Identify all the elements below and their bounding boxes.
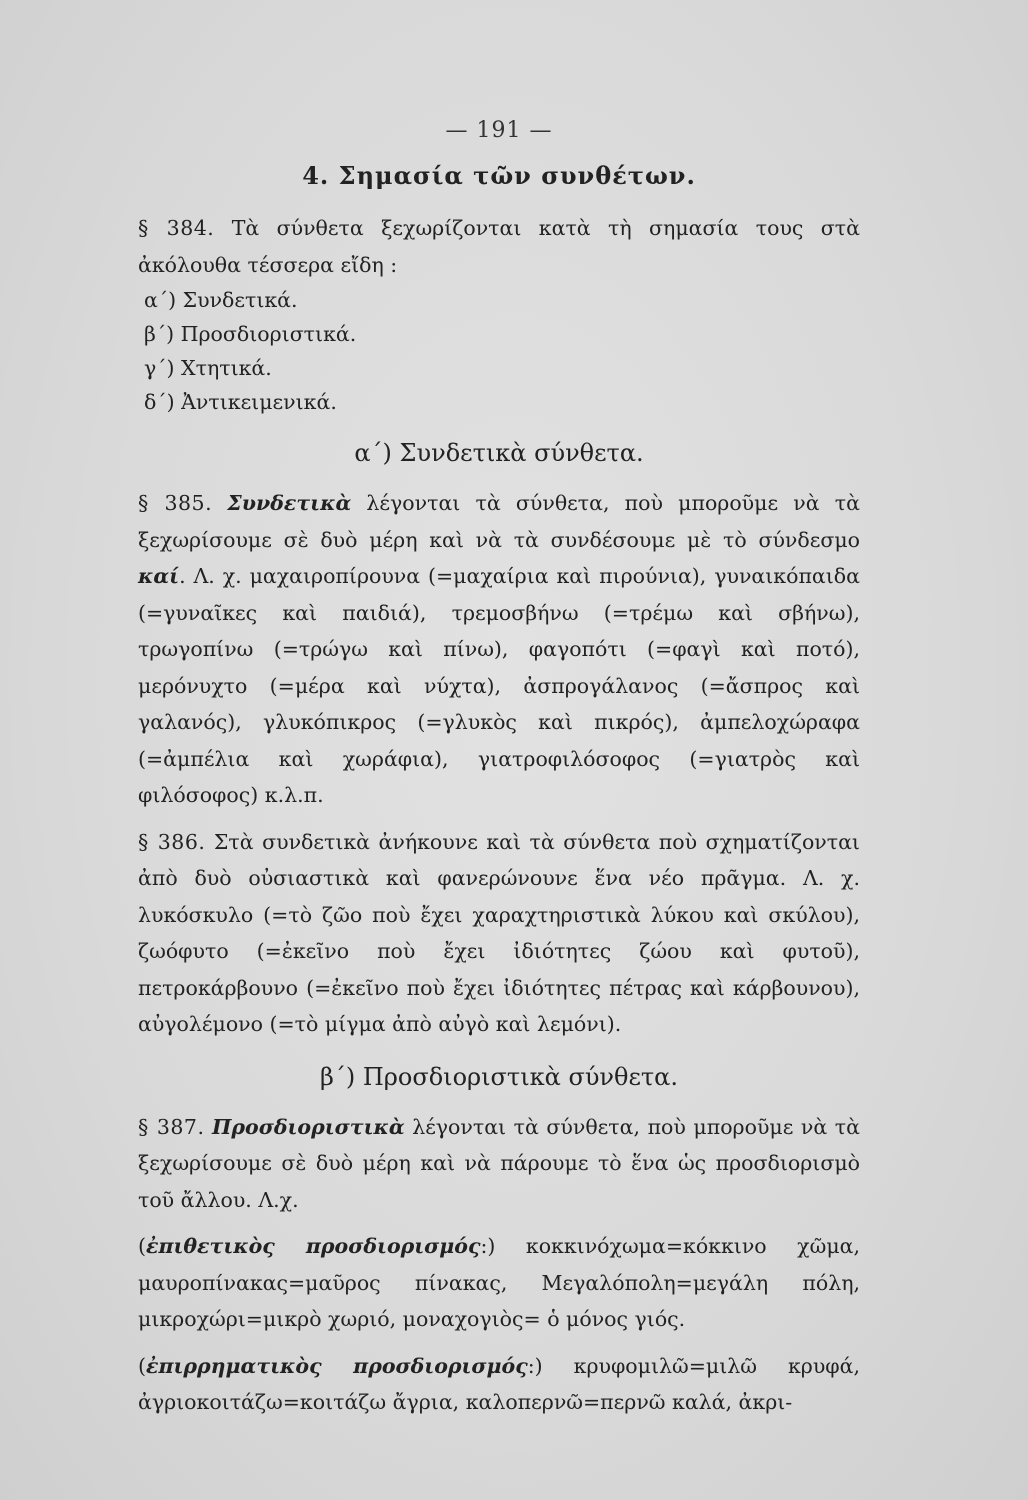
page-content [138, 118, 860, 1421]
section-number-387: § 387. [138, 1114, 205, 1139]
subsection-title-b: β΄) Προσδιοριστικὰ σύνθετα. [319, 1062, 679, 1091]
paragraph-385-text-2: . Λ. χ. μαχαιροπίρουνα (=μαχαίρια καὶ πιρούνια), γυναικόπαιδα (=γυναῖκες καὶ παιδιά), τρεμοσβήνω (=τρέμω καὶ σβήνω), τρωγοπίνω (=τρώγω καὶ πίνω), φαγοπότι (=φαγὶ καὶ ποτό), μερόνυχτο (=μέρα καὶ νύχτα), ἀσπρογάλανος (=ἄσπρος καὶ γαλανός), γλυκόπικρος (=γλυκὸς καὶ πικρός), ἀμπελοχώραφα (=ἀμπέλια καὶ χωράφια), γιατροφιλόσοφος (=γιατρὸς καὶ φιλόσοφος) κ.λ.π. [138, 564, 860, 807]
section-number-384: § 384. [138, 216, 215, 240]
kinds-list [138, 283, 860, 419]
epithetic-label: ἐπιθετικὸς προσδιορισμός [146, 1234, 481, 1258]
term-connective: Συνδετικὰ [227, 491, 352, 515]
section-title: 4. Σημασία τῶν συνθέτων. [302, 161, 696, 190]
paragraph-384 [138, 210, 860, 283]
epithetic-paragraph: (ἐπιθετικὸς προσδιορισμός:) κοκκινόχωμα=κόκκινο χῶμα, μαυροπίνακας=μαῦρος πίνακας, Μεγαλόπολη=μεγάλη πόλη, μικροχώρι=μικρὸ χωριό, μοναχογιὸς= ὁ μόνος γιός. [138, 1234, 860, 1331]
list-item: γ΄) Χτητικά. [144, 356, 272, 380]
section-number-386: § 386. [138, 829, 206, 854]
paragraph-386 [138, 824, 860, 1043]
adverbial-label: ἐπιρρηματικὸς προσδιορισμός [146, 1353, 528, 1378]
term-determinative: Προσδιοριστικὰ [212, 1114, 405, 1139]
page-number: — 191 — [445, 118, 553, 143]
subsection-title-a: α΄) Συνδετικὰ σύνθετα. [354, 439, 644, 467]
paragraph-385-text-1: λέγονται τὰ σύνθετα, ποὺ μποροῦμε νὰ τὰ ξεχωρίσουμε σὲ δυὸ μέρη καὶ νὰ τὰ συνδέσουμε μὲ τὸ σύνδεσμο [138, 491, 860, 552]
list-item: δ΄) Ἀντικειμενικά. [144, 390, 337, 414]
section-number-385: § 385. [138, 491, 213, 515]
list-item: β΄) Προσδιοριστικά. [144, 322, 357, 346]
paragraph-387-text: λέγονται τὰ σύνθετα, ποὺ μποροῦμε νὰ τὰ ξεχωρίσουμε σὲ δυὸ μέρη καὶ νὰ πάρουμε τὸ ἕνα ὡς προσδιορισμὸ τοῦ ἄλλου. Λ.χ. [138, 1114, 860, 1212]
epithetic-examples: κοκκινόχωμα=κόκκινο χῶμα, μαυροπίνακας=μαῦρος πίνακας, Μεγαλόπολη=μεγάλη πόλη, μικροχώρι=μικρὸ χωριό, μοναχογιὸς= ὁ μόνος γιός. [138, 1234, 860, 1331]
paragraph-387 [138, 1109, 860, 1219]
adverbial-examples: κρυφομιλῶ=μιλῶ κρυφά, ἀγριοκοιτάζω=κοιτάζω ἄγρια, καλοπερνῶ=περνῶ καλά, ἀκρι- [138, 1353, 860, 1414]
term-kai: καί [138, 564, 180, 588]
list-item: α΄) Συνδετικά. [144, 288, 298, 312]
paragraph-385 [138, 485, 860, 814]
adverbial-paragraph: (ἐπιρρηματικὸς προσδιορισμός:) κρυφομιλῶ=μιλῶ κρυφά, ἀγριοκοιτάζω=κοιτάζω ἄγρια, καλοπερνῶ=περνῶ καλά, ἀκρι- [138, 1353, 860, 1414]
paragraph-386-text: Στὰ συνδετικὰ ἀνήκουνε καὶ τὰ σύνθετα ποὺ σχηματίζονται ἀπὸ δυὸ οὐσιαστικὰ καὶ φανερώνουνε ἕνα νέο πρᾶγμα. Λ. χ. λυκόσκυλο (=τὸ ζῶο ποὺ ἔχει χαραχτηριστικὰ λύκου καὶ σκύλου), ζωόφυτο (=ἐκεῖνο ποὺ ἔχει ἰδιότητες ζώου καὶ φυτοῦ), πετροκάρβουνο (=ἐκεῖνο ποὺ ἔχει ἰδιότητες πέτρας καὶ κάρβουνου), αὐγολέμονο (=τὸ μίγμα ἀπὸ αὐγὸ καὶ λεμόνι). [138, 829, 860, 1036]
paragraph-384-text: Τὰ σύνθετα ξεχωρίζονται κατὰ τὴ σημασία τους στὰ ἀκόλουθα τέσσερα εἴδη : [138, 216, 860, 277]
